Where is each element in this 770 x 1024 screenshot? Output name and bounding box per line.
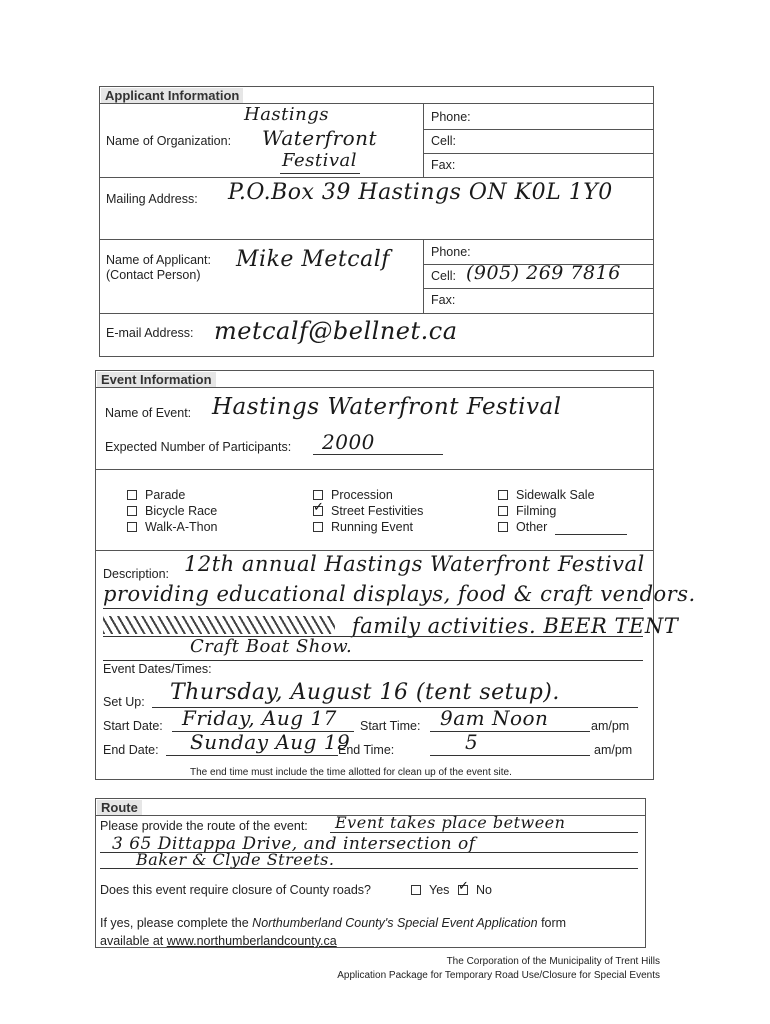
type-procession[interactable]: Procession — [313, 488, 393, 502]
cell2-value[interactable]: (905) 269 7816 — [466, 262, 621, 284]
event-name-label: Name of Event: — [105, 406, 192, 420]
applicant-section-title: Applicant Information — [101, 88, 243, 103]
end-date-value[interactable]: Sunday Aug 19 — [190, 730, 351, 754]
cell2-label: Cell: — [431, 269, 457, 283]
filming-checkbox[interactable] — [498, 506, 508, 516]
walk-a-thon-checkbox[interactable] — [127, 522, 137, 532]
end-ampm[interactable]: am/pm — [594, 743, 633, 757]
phone-label: Phone: — [431, 110, 471, 124]
type-parade[interactable]: Parade — [127, 488, 185, 502]
route-line1[interactable]: Event takes place between — [335, 813, 566, 832]
org-value-line3[interactable]: Festival — [282, 150, 358, 171]
street-festivities-checkbox[interactable] — [313, 506, 323, 516]
type-street-festivities[interactable]: ✓Street Festivities — [313, 504, 423, 518]
route-provide-label: Please provide the route of the event: — [100, 819, 308, 833]
end-date-label: End Date: — [103, 743, 159, 757]
other-checkbox[interactable] — [498, 522, 508, 532]
end-time-note: The end time must include the time allotted for clean up of the event site. — [190, 767, 512, 778]
email-value[interactable]: metcalf@bellnet.ca — [214, 317, 458, 345]
org-value-line1[interactable]: Hastings — [244, 104, 330, 125]
setup-value[interactable]: Thursday, August 16 (tent setup). — [170, 680, 560, 705]
setup-label: Set Up: — [103, 695, 145, 709]
end-time-label: End Time: — [338, 743, 395, 757]
scribbled-out-text — [103, 616, 335, 634]
description-line4[interactable]: Craft Boat Show. — [190, 636, 353, 657]
sidewalk-sale-checkbox[interactable] — [498, 490, 508, 500]
bicycle-race-checkbox[interactable] — [127, 506, 137, 516]
type-running-event[interactable]: Running Event — [313, 520, 413, 534]
start-time-label: Start Time: — [360, 719, 421, 733]
closure-label: Does this event require closure of County roads? — [100, 883, 371, 897]
dates-label: Event Dates/Times: — [103, 662, 212, 676]
fax-label: Fax: — [431, 158, 456, 172]
route-line2[interactable]: 3 65 Dittappa Drive, and intersection of — [112, 834, 476, 854]
cell-label: Cell: — [431, 134, 457, 148]
event-section-title: Event Information — [97, 372, 216, 387]
footer-line2: Application Package for Temporary Road Use/Closure for Special Events — [337, 970, 660, 981]
description-line2[interactable]: providing educational displays, food & craft vendors. — [103, 582, 696, 606]
closure-no[interactable]: ✓ No — [458, 883, 492, 897]
procession-checkbox[interactable] — [313, 490, 323, 500]
applicant-label: Name of Applicant: — [106, 253, 211, 267]
description-line3[interactable]: family activities. BEER TENT — [352, 614, 679, 638]
type-walk-a-thon[interactable]: Walk-A-Thon — [127, 520, 217, 534]
start-ampm[interactable]: am/pm — [591, 719, 630, 733]
route-line3[interactable]: Baker & Clyde Streets. — [136, 850, 335, 869]
ifyes-text: If yes, please complete the Northumberland County's Special Event Application form — [100, 916, 567, 930]
event-name-value[interactable]: Hastings Waterfront Festival — [212, 394, 562, 420]
type-sidewalk-sale[interactable]: Sidewalk Sale — [498, 488, 595, 502]
start-date-label: Start Date: — [103, 719, 163, 733]
mailing-value[interactable]: P.O.Box 39 Hastings ON K0L 1Y0 — [228, 180, 613, 205]
start-time-value[interactable]: 9am Noon — [440, 706, 549, 730]
available-text: available at www.northumberlandcounty.ca — [100, 934, 337, 948]
contact-label: (Contact Person) — [106, 268, 201, 282]
org-label: Name of Organization: — [106, 134, 232, 148]
type-bicycle-race[interactable]: Bicycle Race — [127, 504, 217, 518]
no-checkbox[interactable] — [458, 885, 468, 895]
participants-value[interactable]: 2000 — [322, 430, 375, 454]
end-time-value[interactable]: 5 — [465, 730, 479, 754]
participants-label: Expected Number of Participants: — [105, 440, 292, 454]
org-value-line2[interactable]: Waterfront — [262, 126, 378, 150]
applicant-value[interactable]: Mike Metcalf — [236, 247, 390, 272]
running-event-checkbox[interactable] — [313, 522, 323, 532]
closure-yes[interactable]: Yes — [411, 883, 449, 897]
county-link[interactable]: www.northumberlandcounty.ca — [166, 934, 337, 948]
start-date-value[interactable]: Friday, Aug 17 — [182, 706, 337, 730]
phone2-label: Phone: — [431, 245, 471, 259]
type-filming[interactable]: Filming — [498, 504, 556, 518]
type-other[interactable]: Other — [498, 520, 547, 534]
fax2-label: Fax: — [431, 293, 456, 307]
route-section-title: Route — [97, 800, 142, 815]
email-label: E-mail Address: — [106, 326, 194, 340]
mailing-label: Mailing Address: — [106, 192, 198, 206]
description-line1[interactable]: 12th annual Hastings Waterfront Festival — [184, 552, 645, 576]
description-label: Description: — [103, 567, 169, 581]
parade-checkbox[interactable] — [127, 490, 137, 500]
footer-line1: The Corporation of the Municipality of Trent Hills — [446, 956, 660, 967]
yes-checkbox[interactable] — [411, 885, 421, 895]
